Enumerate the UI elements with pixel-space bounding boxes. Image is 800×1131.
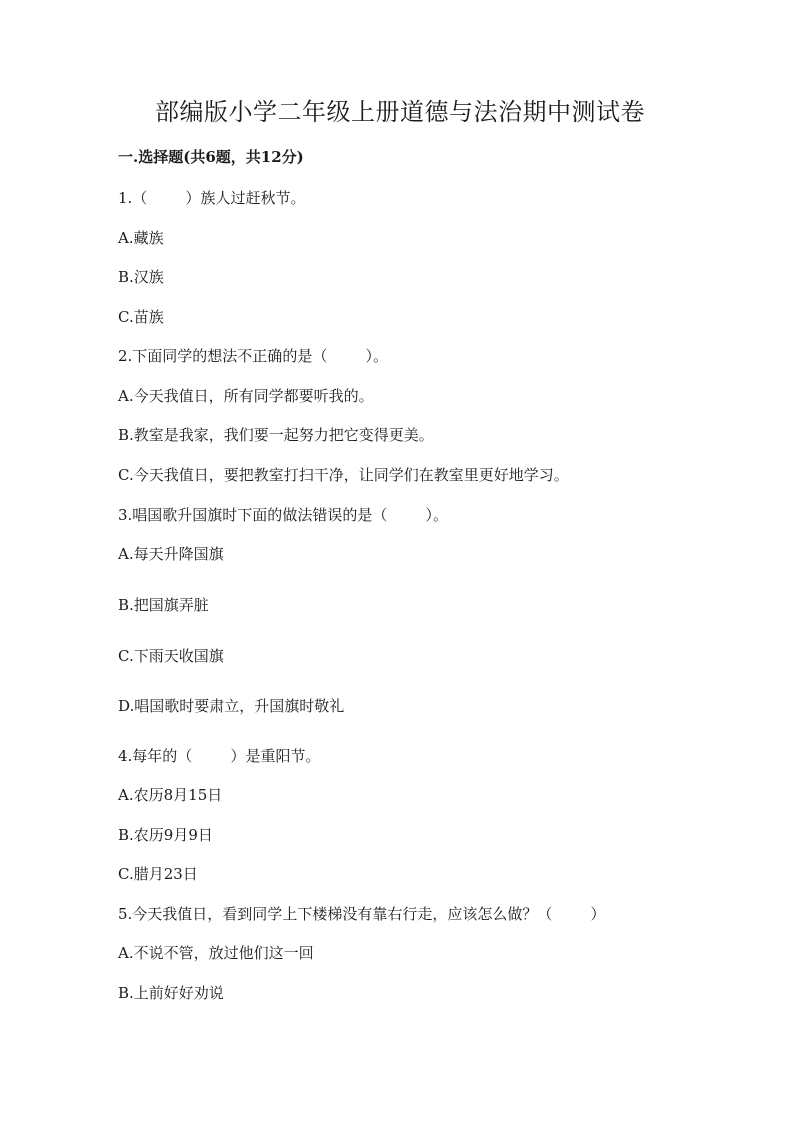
question-4-option-b: B.农历9月9日 bbox=[118, 826, 213, 844]
question-2-option-b: B.教室是我家，我们要一起努力把它变得更美。 bbox=[118, 426, 434, 444]
question-4-option-a: A.农历8月15日 bbox=[118, 786, 223, 804]
question-3-option-c: C.下雨天收国旗 bbox=[118, 647, 224, 665]
question-2-stem: 2.下面同学的想法不正确的是（ ）。 bbox=[118, 347, 388, 365]
question-1-option-b: B.汉族 bbox=[118, 268, 164, 286]
question-1-option-a: A.藏族 bbox=[118, 229, 164, 247]
section-header: 一.选择题(共6题，共12分) bbox=[118, 148, 304, 166]
question-3-option-b: B.把国旗弄脏 bbox=[118, 596, 209, 614]
page-title: 部编版小学二年级上册道德与法治期中测试卷 bbox=[155, 98, 645, 126]
question-1-option-c: C.苗族 bbox=[118, 308, 164, 326]
question-3-option-a: A.每天升降国旗 bbox=[118, 545, 224, 563]
question-4-option-c: C.腊月23日 bbox=[118, 865, 198, 883]
question-3-stem: 3.唱国歌升国旗时下面的做法错误的是（ ）。 bbox=[118, 506, 448, 524]
question-5-option-b: B.上前好好劝说 bbox=[118, 984, 224, 1002]
question-3-option-d: D.唱国歌时要肃立，升国旗时敬礼 bbox=[118, 697, 345, 715]
question-5-stem: 5.今天我值日，看到同学上下楼梯没有靠右行走，应该怎么做？（ ） bbox=[118, 905, 606, 923]
question-2-option-a: A.今天我值日，所有同学都要听我的。 bbox=[118, 387, 374, 405]
question-2-option-c: C.今天我值日，要把教室打扫干净，让同学们在教室里更好地学习。 bbox=[118, 466, 569, 484]
question-1-stem: 1.（ ）族人过赶秋节。 bbox=[118, 189, 306, 207]
question-5-option-a: A.不说不管，放过他们这一回 bbox=[118, 944, 314, 962]
question-4-stem: 4.每年的（ ）是重阳节。 bbox=[118, 747, 321, 765]
